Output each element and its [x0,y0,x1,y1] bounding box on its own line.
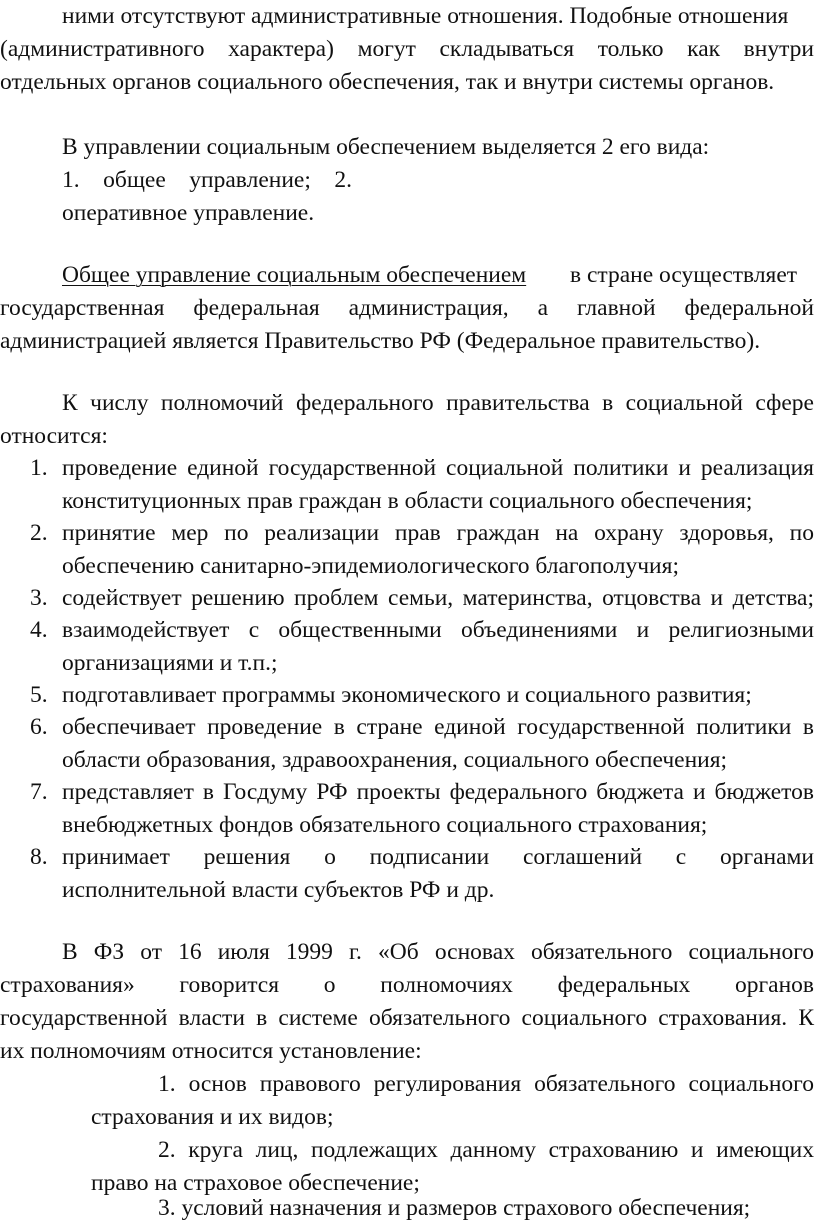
paragraph-line: 1. общее управление; 2. [62,167,352,193]
list-item: принимает решения о подписании соглашений с органами [62,844,814,870]
paragraph-line: страхования» говорится о полномочиях федеральных органов [0,972,814,998]
list-number: 4. [30,617,48,643]
paragraph-line: В управлении социальным обеспечением выделяется 2 его вида: [62,134,710,160]
list-number: 3. [30,585,48,611]
paragraph-line: В ФЗ от 16 июля 1999 г. «Об основах обязательного социального [62,939,814,965]
list-number: 7. [30,779,48,805]
paragraph-line: ними отсутствуют административные отношения. Подобные отношения [62,3,789,29]
list-item: взаимодействует с общественными объединениями и религиозными [62,617,814,643]
list-item: исполнительной власти субъектов РФ и др. [62,877,495,903]
list-item: 3. условий назначения и размеров страхового обеспечения; [158,1195,751,1221]
list-item: конституционных прав граждан в области социального обеспечения; [62,488,753,514]
paragraph-line: их полномочиям относится установление: [0,1038,422,1064]
paragraph-line: относится: [0,423,108,449]
paragraph-line: оперативное управление. [62,200,315,226]
paragraph-line: К числу полномочий федерального правительства в социальной сфере [62,390,814,416]
list-item: страхования и их видов; [91,1104,334,1130]
list-item: содействует решению проблем семьи, материнства, отцовства и детства; [62,585,814,611]
paragraph-line: (административного характера) могут складываться только как внутри [0,36,814,62]
paragraph-line: администрацией является Правительство РФ (Федеральное правительство). [0,328,761,354]
list-item: 1. основ правового регулирования обязательного социального [158,1071,814,1097]
paragraph-line: в стране осуществляет [570,262,798,288]
list-item: области образования, здравоохранения, социального обеспечения; [62,747,728,773]
list-item: внебюджетных фондов обязательного социального страхования; [62,812,708,838]
list-item: представляет в Госдуму РФ проекты федерального бюджета и бюджетов [62,779,814,805]
paragraph-line: отдельных органов социального обеспечения, так и внутри системы органов. [0,69,775,95]
list-number: 2. [30,520,48,546]
list-item: подготавливает программы экономического и социального развития; [62,682,752,708]
list-item: обеспечению санитарно-эпидемиологического благополучия; [62,553,679,579]
paragraph-line: государственная федеральная администрация, а главной федеральной [0,295,814,321]
paragraph-line [62,259,526,291]
list-item: 2. круга лиц, подлежащих данному страхованию и имеющих [158,1137,814,1163]
list-number: 5. [30,682,48,708]
list-number: 6. [30,714,48,740]
list-item: проведение единой государственной социальной политики и реализация [62,455,814,481]
paragraph-line: государственной власти в системе обязательного социального страхования. К [0,1005,814,1031]
list-item: обеспечивает проведение в стране единой государственной политики в [62,714,814,740]
list-item: право на страховое обеспечение; [91,1170,420,1196]
list-number: 1. [30,455,48,481]
list-number: 8. [30,844,48,870]
underlined-term: Общее управление социальным обеспечением [62,262,527,288]
list-item: организациями и т.п.; [62,650,278,676]
list-item: принятие мер по реализации прав граждан на охрану здоровья, по [62,520,814,546]
